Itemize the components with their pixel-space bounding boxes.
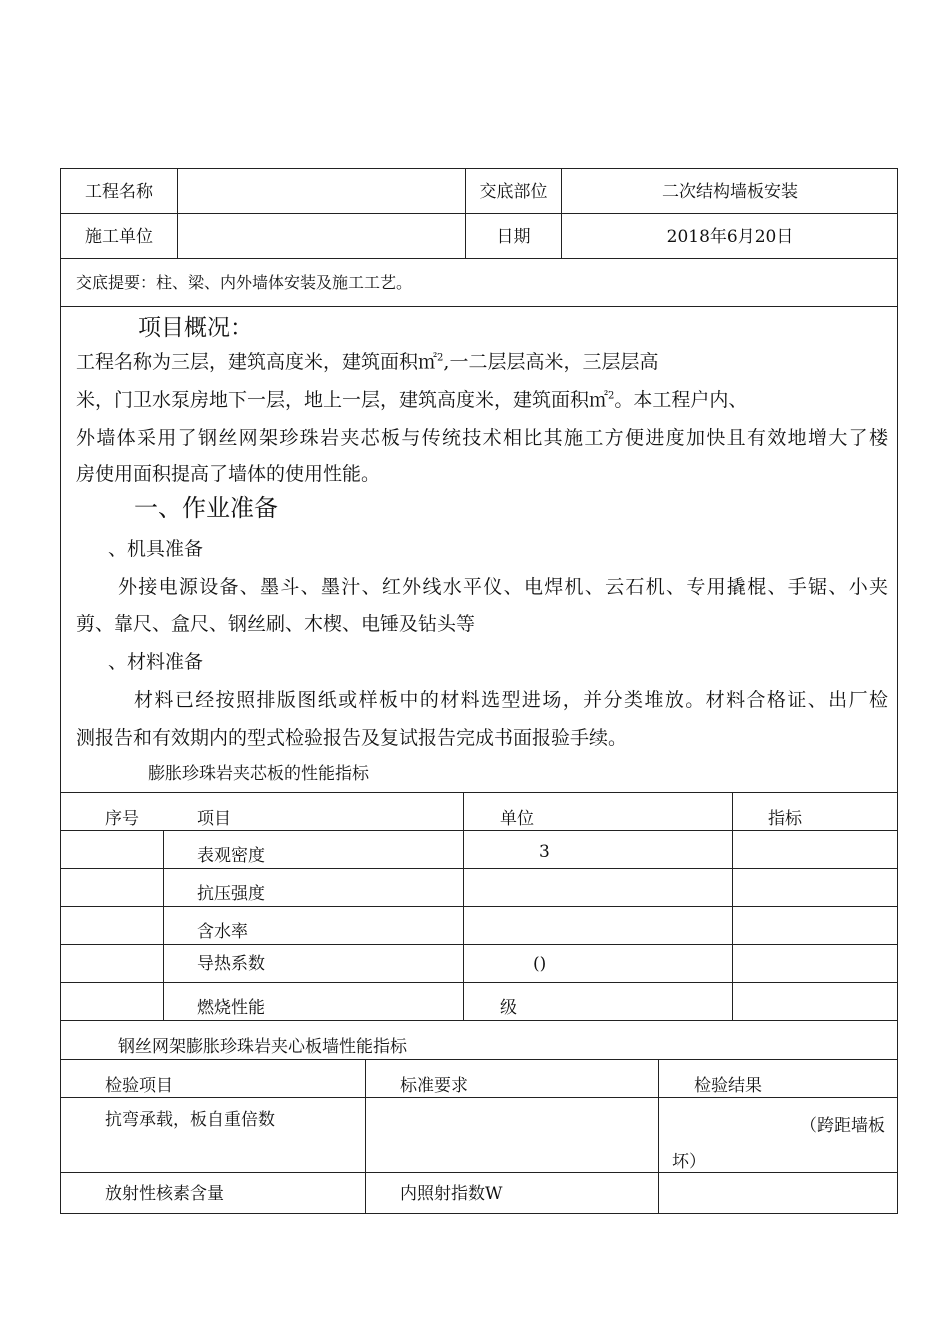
disclosure-part-value: 二次结构墙板安装 (662, 182, 798, 202)
table2-header-item: 检验项目 (105, 1076, 173, 1096)
materials-line-2: 测报告和有效期内的型式检验报告及复试报告完成书面报验手续。 (76, 727, 628, 749)
table1-row-rule (60, 830, 898, 831)
date-label: 日期 (496, 227, 531, 247)
tools-line-2: 剪、靠尺、盒尺、钢丝刷、木楔、电锤及钻头等 (76, 613, 476, 635)
overview-title: 项目概况： (138, 315, 253, 341)
overview-line-2: 米，门卫水泵房地下一层，地上一层，建筑高度米，建筑面积㎡$^2$。本工程户内、 (76, 389, 748, 411)
col-divider (732, 792, 733, 1020)
col-divider (177, 168, 178, 258)
overview-line-4: 房使用面积提高了墙体的使用性能。 (76, 463, 381, 485)
table2-top-rule (60, 1059, 898, 1060)
table1-item: 燃烧性能 (197, 998, 265, 1018)
table1-row-rule (60, 906, 898, 907)
table1-unit: 3 (539, 842, 550, 862)
table2-requirement: 内照射指数W (400, 1184, 503, 1204)
table2-header-result: 检验结果 (694, 1076, 762, 1096)
overview-line-1: 工程名称为三层，建筑高度米，建筑面积㎡$^2$,一二层层高米，三层层高 (76, 351, 659, 373)
table1-header-index: 指标 (768, 809, 802, 829)
row-divider (60, 306, 898, 307)
col-divider (365, 1059, 366, 1214)
summary-text: 交底提要：柱、梁、内外墙体安装及施工工艺。 (76, 273, 413, 292)
table1-header-no: 序号 (105, 809, 139, 829)
disclosure-part-label: 交底部位 (479, 182, 548, 202)
tools-line-1: 外接电源设备、墨斗、墨汁、红外线水平仪、电焊机、云石机、专用撬棍、手锯、小夹 (118, 576, 888, 598)
table1-item: 导热系数 (197, 954, 265, 974)
table2-header-requirement: 标准要求 (400, 1076, 468, 1096)
table1-unit: 级 (500, 998, 517, 1018)
table1-bottom-rule (60, 1020, 898, 1021)
table2-item: 放射性核素含量 (105, 1184, 224, 1204)
table2-row-rule (60, 1172, 898, 1173)
table2-row-rule (60, 1097, 898, 1098)
col-divider (463, 792, 464, 1020)
table1-top-rule (60, 792, 898, 793)
table1-item: 抗压强度 (197, 884, 265, 904)
table1-header-item: 项目 (197, 809, 231, 829)
table2-result-line-2: 坏） (672, 1152, 706, 1172)
table1-row-rule (60, 944, 898, 945)
col-divider (658, 1059, 659, 1214)
table1-item: 表观密度 (197, 846, 265, 866)
table1-unit: () (533, 954, 547, 974)
table1-item: 含水率 (197, 922, 248, 942)
section-title: 一、作业准备 (134, 494, 278, 522)
row-divider (60, 258, 898, 259)
tools-subtitle: 、机具准备 (108, 538, 204, 560)
table2-item: 抗弯承载，板自重倍数 (105, 1110, 275, 1130)
overview-line-3: 外墙体采用了钢丝网架珍珠岩夹芯板与传统技术相比其施工方便进度加快且有效地增大了楼 (76, 427, 888, 449)
date-value: 2018年6月20日 (666, 227, 794, 247)
table2-result-line-1: （跨距墙板 (800, 1116, 885, 1136)
table1-title: 膨胀珍珠岩夹芯板的性能指标 (148, 764, 369, 784)
table1-row-rule (60, 868, 898, 869)
project-name-label: 工程名称 (85, 182, 153, 202)
materials-line-1: 材料已经按照排版图纸或样板中的材料选型进场，并分类堆放。材料合格证、出厂检 (134, 689, 888, 711)
row-divider (60, 213, 898, 214)
col-divider (163, 830, 164, 1020)
materials-subtitle: 、材料准备 (108, 651, 204, 673)
table1-row-rule (60, 982, 898, 983)
table1-header-unit: 单位 (500, 809, 534, 829)
construction-unit-label: 施工单位 (85, 227, 153, 247)
table2-title: 钢丝网架膨胀珍珠岩夹心板墙性能指标 (118, 1037, 407, 1057)
